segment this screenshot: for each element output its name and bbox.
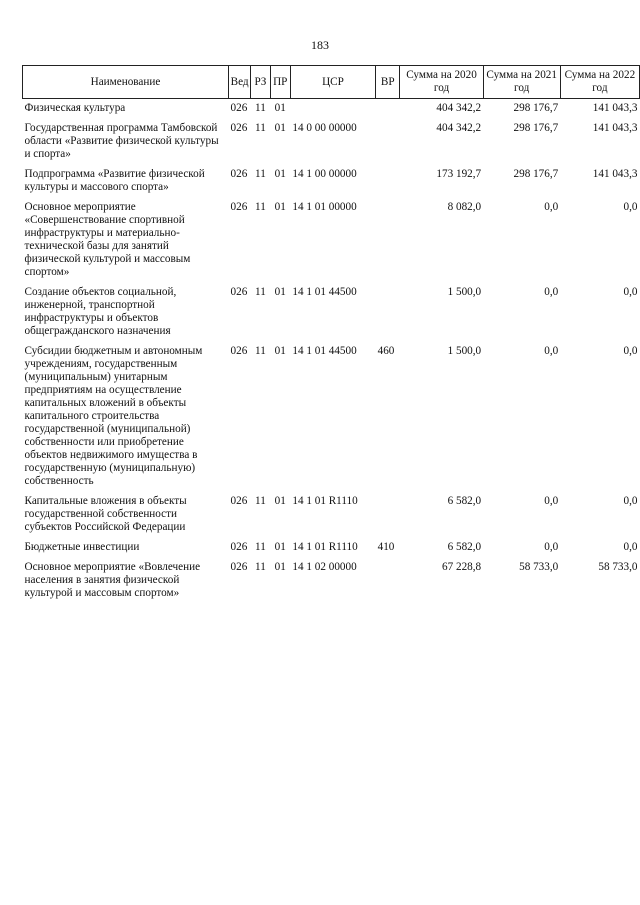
row-sum-2020: 404 342,2 <box>436 122 482 134</box>
row-pr: 01 <box>274 561 286 573</box>
page-number: 183 <box>311 38 329 52</box>
row-sum-2021: 298 176,7 <box>513 168 559 180</box>
row-rz: 11 <box>255 102 266 114</box>
row-name: Подпрограмма «Развитие физической культуры и массового спорта» <box>24 168 205 193</box>
header-name: Наименование <box>23 66 229 99</box>
row-ved: 026 <box>230 495 248 507</box>
table-row <box>23 168 640 201</box>
row-pr: 01 <box>274 345 286 357</box>
row-name: Создание объектов социальной, инженерной, транспортной инфраструктуры и объектов общегражданского назначения <box>24 286 177 337</box>
row-name: Основное мероприятие «Вовлечение населения в занятия физической культурой и массовым спортом» <box>24 561 201 599</box>
row-sum-2021: 0,0 <box>544 286 559 298</box>
row-sum-2020: 8 082,0 <box>447 201 482 213</box>
row-rz: 11 <box>255 495 266 507</box>
table-row <box>23 122 640 168</box>
row-ved: 026 <box>230 201 248 213</box>
row-ved: 026 <box>230 286 248 298</box>
row-ved: 026 <box>230 122 248 134</box>
row-sum-2022: 141 043,3 <box>592 122 638 134</box>
row-sum-2022: 0,0 <box>623 201 638 213</box>
row-vr <box>376 495 400 541</box>
row-rz: 11 <box>255 286 266 298</box>
row-pr: 01 <box>274 495 286 507</box>
row-ved: 026 <box>230 102 248 114</box>
header-csr: ЦСР <box>290 66 375 99</box>
row-sum-2022: 0,0 <box>623 541 638 553</box>
row-csr: 14 1 01 R1110 <box>292 541 358 553</box>
row-ved: 026 <box>230 561 248 573</box>
row-vr <box>376 201 400 286</box>
row-pr: 01 <box>274 102 286 114</box>
row-sum-2022: 0,0 <box>623 495 638 507</box>
header-sum-2022: Сумма на 2022 год <box>560 66 639 99</box>
row-name: Физическая культура <box>24 102 126 114</box>
budget-table <box>22 65 640 607</box>
row-rz: 11 <box>255 122 266 134</box>
header-sum-2020: Сумма на 2020 год <box>400 66 483 99</box>
row-rz: 11 <box>255 168 266 180</box>
table-row <box>23 541 640 561</box>
row-vr <box>376 286 400 345</box>
row-ved: 026 <box>230 345 248 357</box>
row-name: Бюджетные инвестиции <box>24 541 140 553</box>
row-csr: 14 1 02 00000 <box>292 561 357 573</box>
row-pr: 01 <box>274 541 286 553</box>
row-name: Основное мероприятие «Совершенствование спортивной инфраструктуры и материально-технической базы для занятий физической культурой и массовым спортом» <box>24 201 191 278</box>
row-rz: 11 <box>255 541 266 553</box>
header-rz: РЗ <box>251 66 270 99</box>
row-sum-2022: 0,0 <box>623 345 638 357</box>
row-csr <box>290 99 375 123</box>
row-name: Субсидии бюджетным и автономным учреждениям, государственным (муниципальным) унитарным предприятиям на осуществление капитальных вложений в объекты капитального строительства государственной (муниципальной) собственности или приобретение объектов недвижимого имущества в государственную (муниципальную) собственность <box>24 345 203 487</box>
header-vr: ВР <box>376 66 400 99</box>
table-row <box>23 495 640 541</box>
row-sum-2020: 67 228,8 <box>441 561 482 573</box>
table-row <box>23 345 640 495</box>
row-ved: 026 <box>230 168 248 180</box>
row-vr <box>376 122 400 168</box>
row-sum-2020: 6 582,0 <box>447 495 482 507</box>
row-csr: 14 1 00 00000 <box>292 168 357 180</box>
header-sum-2021: Сумма на 2021 год <box>483 66 560 99</box>
row-sum-2021: 58 733,0 <box>519 561 559 573</box>
row-name: Капитальные вложения в объекты государственной собственности субъектов Российской Федерации <box>24 495 187 533</box>
row-sum-2021: 298 176,7 <box>513 122 559 134</box>
row-vr <box>376 99 400 123</box>
row-rz: 11 <box>255 561 266 573</box>
header-pr: ПР <box>270 66 290 99</box>
row-sum-2020: 1 500,0 <box>447 286 482 298</box>
table-header <box>23 66 640 99</box>
row-sum-2020: 1 500,0 <box>447 345 482 357</box>
row-csr: 14 0 00 00000 <box>292 122 357 134</box>
row-sum-2022: 0,0 <box>623 286 638 298</box>
row-sum-2021: 0,0 <box>544 541 559 553</box>
table-row <box>23 561 640 607</box>
table-row <box>23 99 640 123</box>
row-csr: 14 1 01 00000 <box>292 201 357 213</box>
row-sum-2020: 6 582,0 <box>447 541 482 553</box>
row-vr <box>376 168 400 201</box>
row-sum-2021: 0,0 <box>544 201 559 213</box>
row-sum-2021: 298 176,7 <box>513 102 559 114</box>
row-csr: 14 1 01 R1110 <box>292 495 358 507</box>
table-row <box>23 201 640 286</box>
header-ved: Вед <box>229 66 251 99</box>
row-vr: 460 <box>377 345 395 357</box>
row-pr: 01 <box>274 201 286 213</box>
row-sum-2022: 141 043,3 <box>592 168 638 180</box>
row-vr: 410 <box>377 541 395 553</box>
row-pr: 01 <box>274 168 286 180</box>
row-pr: 01 <box>274 286 286 298</box>
row-ved: 026 <box>230 541 248 553</box>
table-row <box>23 286 640 345</box>
row-rz: 11 <box>255 345 266 357</box>
row-pr: 01 <box>274 122 286 134</box>
row-sum-2022: 141 043,3 <box>592 102 638 114</box>
row-csr: 14 1 01 44500 <box>292 345 357 357</box>
row-sum-2022: 58 733,0 <box>598 561 638 573</box>
row-sum-2021: 0,0 <box>544 345 559 357</box>
table-body <box>23 99 640 608</box>
row-sum-2021: 0,0 <box>544 495 559 507</box>
row-vr <box>376 561 400 607</box>
row-name: Государственная программа Тамбовской области «Развитие физической культуры и спорта» <box>24 122 219 160</box>
row-sum-2020: 404 342,2 <box>436 102 482 114</box>
row-rz: 11 <box>255 201 266 213</box>
row-sum-2020: 173 192,7 <box>436 168 482 180</box>
row-csr: 14 1 01 44500 <box>292 286 357 298</box>
